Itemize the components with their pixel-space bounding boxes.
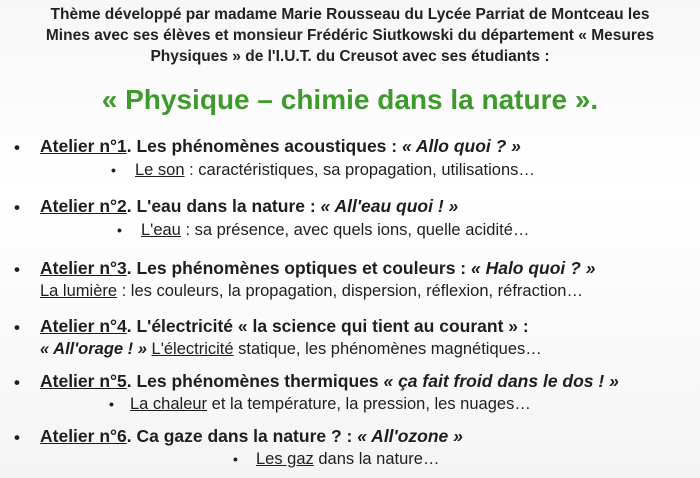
sub-text: : caractéristiques, sa propagation, utilisations…	[184, 161, 535, 179]
bullet: •	[14, 428, 20, 447]
sub-term: Le son	[135, 161, 185, 179]
sub-bullet: •	[117, 222, 122, 238]
atelier-motto: « ça fait froid dans le dos ! »	[383, 371, 619, 391]
intro-line-1: Thème développé par madame Marie Rousseau du Lycée Parriat de Montceau les	[50, 6, 650, 23]
sub-term: L'électricité	[151, 340, 234, 358]
atelier-text: . Les phénomènes thermiques	[126, 371, 384, 391]
atelier-motto: « Halo quoi ? »	[470, 258, 596, 278]
atelier-heading: Atelier n°5	[40, 371, 127, 391]
intro-line-2: Mines avec ses élèves et monsieur Frédéric Siutkowski du département « Mesures	[45, 27, 655, 44]
atelier-heading: Atelier n°3	[40, 258, 127, 278]
sub-text: statique, les phénomènes magnétiques…	[233, 340, 542, 358]
sub-text: dans la nature…	[313, 450, 440, 468]
bullet: •	[14, 373, 20, 392]
atelier-text: . L'électricité « la science qui tient au courant » :	[126, 316, 529, 336]
sub-term: La lumière	[40, 282, 118, 300]
sub-text: : les couleurs, la propagation, dispersion, réflexion, réfraction…	[117, 282, 583, 300]
atelier-heading: Atelier n°6	[40, 426, 127, 446]
sub-text: : sa présence, avec quels ions, quelle acidité…	[180, 221, 530, 239]
bullet: •	[14, 138, 20, 157]
intro-line-3: Physiques » de l'I.U.T. du Creusot avec ses étudiants :	[150, 48, 550, 65]
atelier-text: . Les phénomènes optiques et couleurs :	[126, 258, 471, 278]
atelier-text: . Les phénomènes acoustiques :	[126, 136, 402, 156]
atelier-heading: Atelier n°1	[40, 136, 127, 156]
atelier-text: . Ca gaze dans la nature ? :	[126, 426, 358, 446]
atelier-motto: « All'eau quoi ! »	[320, 196, 459, 216]
sub-term: L'eau	[141, 221, 181, 239]
atelier-motto: « All'orage ! »	[40, 340, 147, 358]
slide-title: « Physique – chimie dans la nature ».	[101, 84, 599, 115]
sub-bullet: •	[233, 451, 238, 467]
atelier-motto: « Allo quoi ? »	[401, 136, 521, 156]
intro-paragraph	[0, 4, 700, 67]
sub-bullet: •	[109, 396, 114, 412]
bullet: •	[14, 260, 20, 279]
sub-bullet: •	[111, 162, 116, 178]
atelier-motto: « All'ozone »	[357, 426, 463, 446]
sub-term: Les gaz	[256, 450, 314, 468]
atelier-heading: Atelier n°2	[40, 196, 127, 216]
atelier-heading: Atelier n°4	[40, 316, 127, 336]
sub-term: La chaleur	[130, 395, 208, 413]
sub-text: et la température, la pression, les nuages…	[207, 395, 531, 413]
bullet: •	[14, 198, 20, 217]
bullet: •	[14, 318, 20, 337]
atelier-text: . L'eau dans la nature :	[126, 196, 321, 216]
